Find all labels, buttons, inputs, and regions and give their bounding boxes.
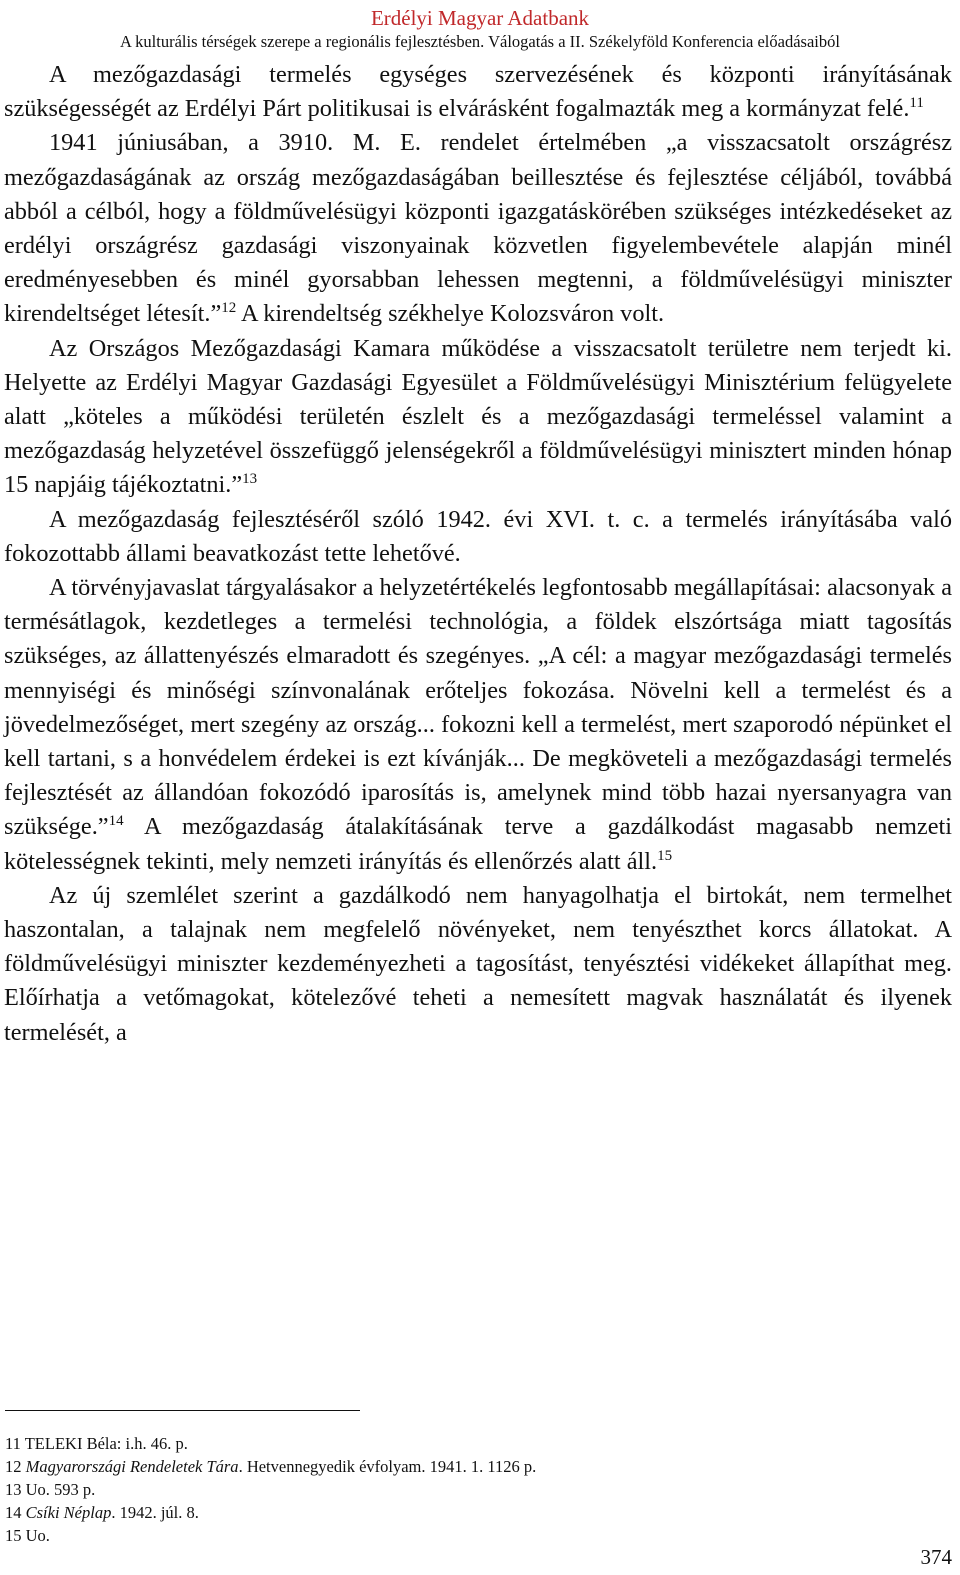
footnote-ref-13[interactable]: 13 (242, 471, 258, 488)
paragraph-4: A mezőgazdaság fejlesztéséről szóló 1942. évi XVI. t. c. a termelés irányításába való fokozottabb állami beavatkozást tette lehetővé. (4, 505, 952, 567)
paragraph-6: Az új szemlélet szerint a gazdálkodó nem hanyagolhatja el birtokát, nem termelhet haszontalan, a talajnak nem megfelelő növényeket, nem tenyészthet korcs állatokat. A földművelésügyi miniszter kezdeményezheti a tagosítást, tenyésztési vidékeket állapíthat meg. Előírhatja a vetőmagokat, kötelezővé teheti a nemesített magvak használatát és ilyenek termelését, a (4, 881, 952, 1046)
footnote-14: 14 Csíki Néplap. 1942. júl. 8. (5, 1503, 199, 1522)
footnote-separator (5, 1410, 360, 1411)
page-header (0, 6, 960, 52)
footnote-ref-15[interactable]: 15 (657, 847, 673, 864)
header-subtitle: A kulturális térségek szerepe a regionális fejlesztésben. Válogatás a II. Székelyföld Konferencia előadásaiból (120, 32, 840, 51)
footnote-ref-14[interactable]: 14 (108, 813, 124, 830)
footnote-12: 12 Magyarországi Rendeletek Tára. Hetvennegyedik évfolyam. 1941. 1. 1126 p. (5, 1457, 537, 1476)
paragraph-2: 1941 júniusában, a 3910. M. E. rendelet értelmében „a visszacsatolt országrész mezőgazdaságának az ország mezőgazdaságában beillesztése és fejlesztése céljából, továbbá abból a célból, hogy a földművelésügyi központi igazgatáskörében szükséges intézkedéseket az erdélyi országrész gazdasági viszonyainak közvetlen figyelembevétele alapján minél eredményesebben és minél gyorsabban lehessen megtenni, a földművelésügyi miniszter kirendeltséget létesít.”$^{12}$ A kirendeltség székhelye Kolozsváron volt. (4, 129, 952, 328)
footnote-13: 13 Uo. 593 p. (5, 1480, 96, 1499)
footnote-ref-12[interactable]: 12 (221, 300, 237, 317)
page-number: 374 (920, 1545, 952, 1569)
footnote-15: 15 Uo. (5, 1526, 50, 1545)
site-title[interactable]: Erdélyi Magyar Adatbank (370, 6, 590, 30)
paragraph-1: A mezőgazdasági termelés egységes szervezésének és központi irányításának szükségességét az Erdélyi Párt politikusai is elvárásként fogalmazták meg a kormányzat felé.$^{11}$ (4, 61, 952, 123)
main-text (4, 58, 952, 1050)
footnote-11: 11 TELEKI Béla: i.h. 46. p. (5, 1434, 188, 1453)
footnote-ref-11[interactable]: 11 (909, 95, 924, 112)
paragraph-5: A törvényjavaslat tárgyalásakor a helyzetértékelés legfontosabb megállapításai: alacsonyak a termésátlagok, kezdetleges a termelési technológia, a földek elszórtsága miatt tagosítás szükséges, az állattenyészés elmaradott és szegényes. „A cél: a magyar mezőgazdasági termelés mennyiségi és minőségi színvonalának erőteljes fokozása. Növelni kell a termelést és a jövedelmezőséget, mert szegény az ország... fokozni kell a termelést, mert szaporodó népünket el kell tartani, s a honvédelem érdekei is ezt kívánják... De megköveteli a mezőgazdasági termelés fejlesztését az állandóan fokozódó iparosítás is, amelynek mind több hazai nyersanyagra van szüksége.”$^{14}$ A mezőgazdaság átalakításának terve a gazdálkodást magasabb nemzeti kötelességnek tekinti, mely nemzeti irányítás és ellenőrzés alatt áll.$^{15}$ (4, 574, 952, 875)
footnotes (5, 1432, 905, 1547)
paragraph-3: Az Országos Mezőgazdasági Kamara működése a visszacsatolt területre nem terjedt ki. Helyette az Erdélyi Magyar Gazdasági Egyesület a Földművelésügyi Minisztérium felügyelete alatt „köteles a működési területén észlelt és a mezőgazdasági termeléssel valamint a mezőgazdaság helyzetével összefüggő jelenségekről a földművelésügyi minisztert minden hónap 15 napjáig tájékoztatni.”$^{13}$ (4, 334, 952, 499)
